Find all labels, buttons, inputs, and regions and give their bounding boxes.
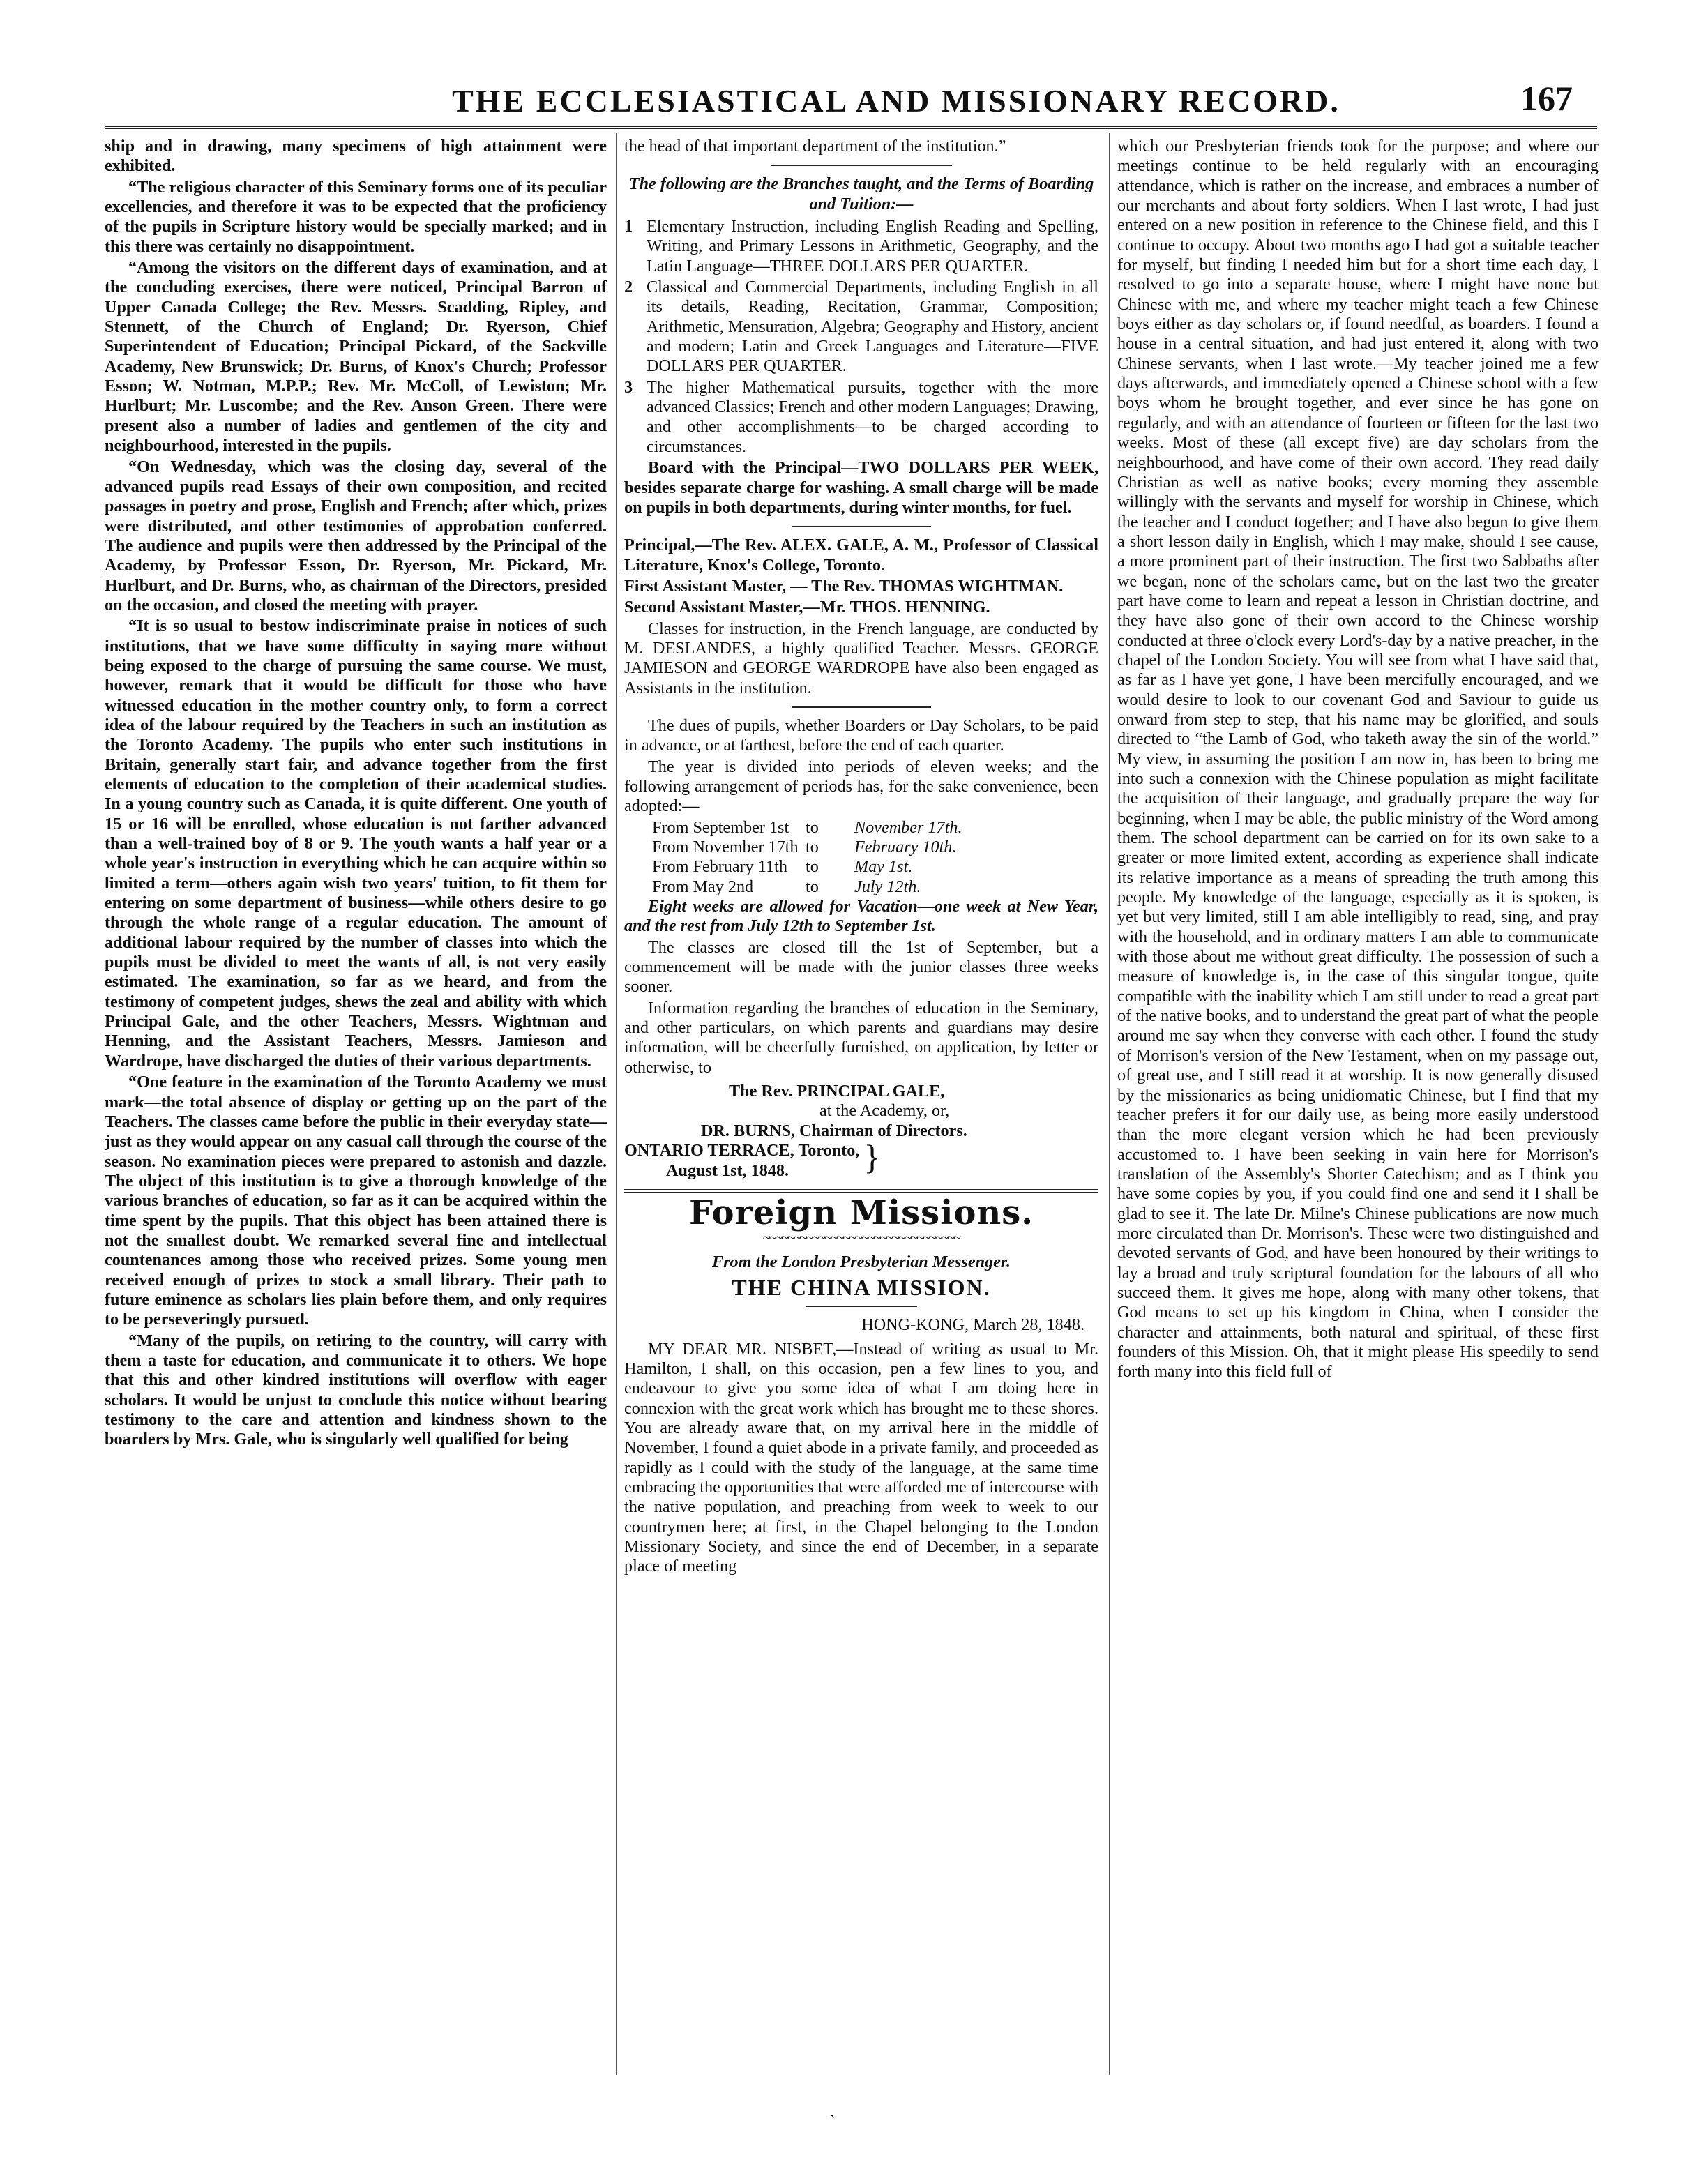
paragraph: “It is so usual to bestow indiscriminate praise in notices of such institutions, that we have some difficulty in saying more without being exposed to the charge of pursuing the same course. We must, however, remark that it would be difficult for those who have witnessed education in the mother country only, to form a correct idea of the labour required by the Teachers in such an institution as the Toronto Academy. The pupils who enter such institutions in Britain, generally start fair, and advance together from the first elements of education to the completion of their academical studies. In a young country such as Canada, it is quite different. One youth of 15 or 16 will be enrolled, whose education is not farther advanced than a well-trained boy of 8 or 9. The youth wants a half year or a whole year's instruction in everything which he can acquire within so limited a term—others again wish two years' tuition, to fit them for entering on some department of business—while others desire to go through the whole range of a regular education. The amount of additional labour required by the number of classes into which the pupils must be divided to meet the wants of all, is not very easily estimated. The examination, so far as we heard, and from the testimony of competent judges, shews the zeal and ability with which Principal Gale, and the other Teachers, Messrs. Wightman and Henning, and the Assistant Teachers, Messrs. Jamieson and Wardrope, have discharged the duties of their various departments.: [105, 617, 607, 1071]
list-text: Classical and Commercial Departments, including English in all its details, Reading, Recitation, Grammar, Composition; Arithmetic, Mensuration, Algebra; Geography and History, ancient and modern; Latin and Greek Languages and Literature—FIVE DOLLARS PER QUARTER.: [647, 278, 1098, 376]
paragraph: which our Presbyterian friends took for the purpose; and where our meetings continue to be held regularly with an encouraging attendance, which is rather on the increase, and embraces a number of our merchants and about forty soldiers. When I last wrote, I had just entered on a new position in reference to the Chinese field, and this I continue to occupy. About two months ago I had got a suitable teacher for myself, but finding I needed him but for a short time each day, I resolved to go into a separate house, where I might have none but Chinese with me, and where my teacher might teach a few Chinese boys either as day scholars or, if found needful, as boarders. I found a house in a central situation, and had just entered it, along with two Chinese servants, when I last wrote.—My teacher joined me a few days afterwards, and immediately opened a Chinese school with a few boys whom he brought together, and ever since he has gone on regularly, and with an attendance of fourteen or fifteen for the last two weeks. Most of these (all except five) are day scholars from the neighbourhood, and have come of their own accord. They read daily Christian as well as native books; every morning they assemble willingly with the servants and myself for worship in Chinese, which the teacher and I conduct together; and I have also begun to give them a short lesson daily in English, which I may make, should I see cause, a more prominent part of their instruction. The first two Sabbaths after we began, none of the scholars came, but on the last two the greater part have come to learn and repeat a lesson in Christian doctrine, and they have also gone of their own accord to the Chinese worship conducted at three o'clock every Lord's-day by a native preacher, in the chapel of the London Society. You will see from what I have said that, as far as I have yet gone, I have been mercifully encouraged, and we would desire to look to our covenant God and Saviour to guide us onward from step to step, that his name may be glorified, and souls directed to “the Lamb of God, who taketh away the sin of the world.” My view, in assuming the position I am now in, has been to bring me into such a connexion with the Chinese population as might facilitate the acquisition of their language, and gradually prepare the way for beginning, when I may be able, the public ministry of the Word among them. The school department can be carried on for its own sake to a greater or more limited extent, according as experience shall indicate its relative importance as a means of spreading the truth among this people. My knowledge of the language, especially as it is spoken, is yet but very limited, still I am able intelligibly to read, sing, and pray with the household, and in ordinary matters I am able to communicate with those about me without great difficulty. The possession of such a measure of knowledge is, in the case of this singular tongue, quite compatible with the inability which I am still under to read a great part of the native books, and to understand the great part of what the people around me say when they converse with each other. I found the study of Morrison's version of the New Testament, when on my passage out, of great use, and I still read it at worship. It is now generally disused by the missionaries as being unidiomatic Chinese, but I find that my teacher prefers it for our daily use, as being more easily understood than the more elegant version which he had been previously accustomed to. I have been seeking in vain here for Morrison's translation of the Assembly's Shorter Catechism; and as I think you have some copies by you, if you could find one and send it I shall be glad to see it. The late Dr. Milne's Chinese publications are now much more circulated than Dr. Morrison's. These were two distinguished and devoted servants of God, and have been honoured by their writings to lay a broad and truly scriptural foundation for the labours of all who succeed them. It gives me hope, along with many other tokens, that God means to set up his kingdom in China, when I consider the character and attainments, both natural and spiritual, of these first founders of this Mission. Oh, that it might please His speedily to send forth many into this field full of: [1117, 137, 1599, 1382]
period-until: July 12th.: [854, 877, 921, 896]
dateline: HONG-KONG, March 28, 1848.: [861, 1315, 1084, 1335]
period-from: From November 17th: [652, 838, 799, 856]
paragraph: The classes are closed till the 1st of September, but a commencement will be made with the junior classes three weeks sooner.: [624, 937, 1098, 997]
list-item: [624, 217, 1098, 276]
period-to: to: [806, 877, 819, 896]
period-until: May 1st.: [854, 857, 913, 877]
ornamental-rule: ~~~~~~~~~~~~~~~~~~~~~~~~~~~~~~~~: [762, 1230, 960, 1246]
section-double-rule: [624, 1189, 1098, 1193]
section-rule: [806, 1306, 917, 1307]
letter-paragraph: MY DEAR MR. NISBET,—Instead of writing as usual to Mr. Hamilton, I shall, on this occasion, pen a few lines to you, and endeavour to give you some idea of what I am doing here in connexion with the great work which has brought me to these shores. You are already aware that, on my arrival here in the middle of November, I found a quiet abode in a private family, and proceeded as rapidly as I could with the study of the language, at the same time embracing the opportunities that were afforded me of intercourse with the native population, and preaching from week to week to our countrymen here; at first, in the Chapel belonging to the London Missionary Society, and since the end of December, in a separate place of meeting: [624, 1339, 1098, 1576]
paragraph: Classes for instruction, in the French language, are conducted by M. DESLANDES, a highly qualified Teacher. Messrs. GEORGE JAMIESON and GEORGE WARDROPE have also been engaged as Assistants in the institution.: [624, 619, 1098, 697]
paragraph: Information regarding the branches of education in the Seminary, and other particulars, on which parents and guardians may desire information, will be cheerfully furnished, on application, by letter or otherwise, to: [624, 998, 1098, 1077]
paragraph: “Among the visitors on the different days of examination, and at the concluding exercises, there were noticed, Principal Barron of Upper Canada College; the Rev. Messrs. Scadding, Ripley, and Stennett, of the Church of England; Dr. Ryerson, Chief Superintendent of Education; Principal Pickard, of the Sackville Academy, New Brunswick; Dr. Burns, of Knox's Church; Professor Esson; W. Notman, M.P.P.; Rev. Mr. McColl, of Lewiston; Mr. Hurlburt; Mr. Luscombe; and the Rev. Anson Green. There were present also a number of ladies and gentlemen of the city and neighbourhood, interested in the pupils.: [105, 258, 607, 455]
header-rule: [105, 126, 1597, 129]
period-from: From September 1st: [652, 817, 789, 837]
address-place-date: [624, 1137, 1098, 1181]
page-number: 167: [1520, 79, 1573, 118]
column-left: [105, 137, 607, 1451]
period-from: From May 2nd: [652, 877, 754, 896]
paragraph: The year is divided into periods of eleven weeks; and the following arrangement of periods has, for the sake convenience, been adopted:—: [624, 757, 1098, 816]
section-rule: [771, 165, 952, 166]
address-line: August 1st, 1848.: [666, 1160, 789, 1180]
second-assistant-line: Second Assistant Master,—Mr. THOS. HENNING.: [624, 598, 990, 617]
column-divider: [1109, 133, 1110, 2075]
list-number: 1: [624, 217, 633, 236]
period-until: February 10th.: [854, 838, 957, 856]
list-text: The higher Mathematical pursuits, together with the more advanced Classics; French and other modern Languages; Drawing, and other accomplishments—to be charged according to circumstances.: [647, 377, 1098, 456]
address-line: at the Academy, or,: [819, 1101, 950, 1121]
paragraph: The dues of pupils, whether Boarders or Day Scholars, to be paid in advance, or at farthest, before the end of each quarter.: [624, 716, 1098, 755]
column-divider: [616, 133, 617, 2075]
address-block: [624, 1082, 1098, 1181]
paragraph: “Many of the pupils, on retiring to the country, will carry with them a taste for education, and communicate it to others. We hope that this and other kindred institutions will overflow with eager scholars. It would be unjust to conclude this notice without bearing testimony to the care and attention and kindness shown to the boarders by Mrs. Gale, who is singularly well qualified for being: [105, 1331, 607, 1449]
paragraph: “On Wednesday, which was the closing day, several of the advanced pupils read Essays of their own composition, and recited passages in poetry and prose, English and French; after which, prizes were distributed, and other testimonies of approbation conferred. The audience and pupils were then addressed by the Principal of the Academy, by Professor Esson, Dr. Ryerson, Mr. Pickard, Mr. Hurlburt, and Dr. Burns, who, as chairman of the Directors, presided on the occasion, and closed the meeting with prayer.: [105, 457, 607, 614]
footer-mark: `: [830, 2113, 836, 2131]
board-paragraph: Board with the Principal—TWO DOLLARS PER WEEK, besides separate charge for washing. A small charge will be made on pupils in both departments, during winter months, for fuel.: [624, 458, 1098, 517]
vacation-paragraph: Eight weeks are allowed for Vacation—one week at New Year, and the rest from July 12th to September 1st.: [624, 897, 1098, 936]
paragraph: “One feature in the examination of the Toronto Academy we must mark—the total absence of display or getting up on the part of the Teachers. The classes came before the public in their everyday state—just as they would appear on any casual call through the course of the season. No examination pieces were prepared to astonish and dazzle. The object of this institution is to give a thorough knowledge of the various branches of education, so far as it can be acquired within the time spent by the pupils. That this object has been attained there is not the smallest doubt. We remarked several fine and intellectual countenances among those who received prizes. Some young men received enough of prizes to stock a small library. Their path to future eminence as scholars lies plain before them, and only requires to be perseveringly pursued.: [105, 1073, 607, 1329]
section-rule: [792, 526, 931, 527]
paragraph: the head of that important department of the institution.”: [624, 137, 1006, 156]
period-to: to: [806, 857, 819, 877]
list-item: [624, 278, 1098, 377]
address-line: ONTARIO TERRACE, Toronto,: [624, 1141, 860, 1160]
paragraph: “The religious character of this Seminary forms one of its peculiar excellencies, and therefore it was to be expected that the proficiency of the pupils in Scripture history would be specially marked; and in this there was certainly no disappointment.: [105, 177, 607, 256]
list-item: [624, 378, 1098, 457]
paragraph: ship and in drawing, many specimens of high attainment were exhibited.: [105, 137, 607, 176]
period-from: From February 11th: [652, 857, 787, 877]
periods-table: [652, 818, 1098, 897]
principal-line: Principal,—The Rev. ALEX. GALE, A. M., Professor of Classical Literature, Knox's College, Toronto.: [624, 536, 1098, 575]
column-middle: [624, 137, 1098, 1578]
section-title: Foreign Missions.: [689, 1193, 1034, 1232]
page-header-title: THE ECCLESIASTICAL AND MISSIONARY RECORD.: [452, 83, 1340, 119]
period-to: to: [806, 817, 819, 837]
first-assistant-line: First Assistant Master, — The Rev. THOMAS WIGHTMAN.: [624, 576, 1064, 596]
period-to: to: [806, 838, 819, 856]
column-right: [1117, 137, 1599, 1384]
list-number: 2: [624, 278, 633, 297]
branches-heading: The following are the Branches taught, and the Terms of Boarding and Tuition:—: [628, 174, 1094, 213]
list-number: 3: [624, 377, 633, 397]
section-rule: [792, 706, 931, 708]
address-line: DR. BURNS, Chairman of Directors.: [701, 1121, 967, 1140]
period-until: November 17th.: [854, 817, 962, 837]
brace-glyph: }: [863, 1137, 881, 1177]
list-text: Elementary Instruction, including English Reading and Spelling, Writing, and Primary Lessons in Arithmetic, Geography, and the Latin Language—THREE DOLLARS PER QUARTER.: [647, 217, 1098, 275]
address-line: The Rev. PRINCIPAL GALE,: [729, 1082, 945, 1101]
source-line: From the London Presbyterian Messenger.: [711, 1252, 1011, 1271]
article-title: THE CHINA MISSION.: [732, 1274, 991, 1300]
